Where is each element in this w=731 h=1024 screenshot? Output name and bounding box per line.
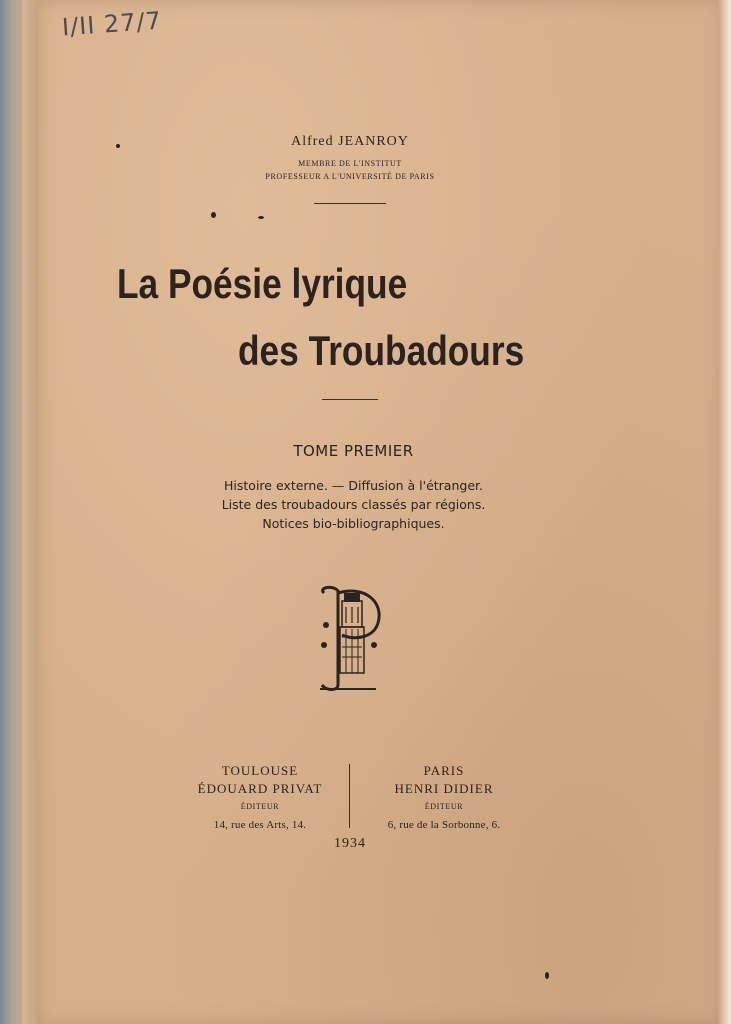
title-line-1: La Poésie lyrique — [117, 260, 408, 307]
author-last-name: JEANROY — [338, 134, 409, 149]
publisher-name: ÉDOUARD PRIVAT — [197, 781, 323, 796]
publisher-address: 6, rue de la Sorbonne, 6. — [387, 819, 501, 831]
publisher-city: TOULOUSE — [221, 763, 299, 778]
author-name — [180, 134, 520, 150]
ink-spot — [116, 144, 120, 148]
author-first-name: Alfred — [291, 134, 334, 149]
publisher-paris — [362, 762, 526, 834]
contents-line-1: Histoire externe. — Diffusion à l'étranger. — [224, 478, 483, 493]
ink-spot — [211, 212, 216, 218]
page-edge — [718, 0, 731, 1024]
volume-label: TOME PREMIER — [293, 442, 414, 460]
publisher-city: PARIS — [423, 763, 465, 778]
title-line-2: des Troubadours — [238, 327, 525, 374]
publisher-role: ÉDITEUR — [424, 802, 464, 811]
publisher-emblem-icon — [316, 585, 386, 693]
handwritten-note: I/II 27/7 — [61, 6, 163, 42]
author-divider — [314, 203, 386, 204]
author-affiliation-2: PROFESSEUR A L'UNIVERSITÉ DE PARIS — [265, 172, 435, 181]
title-divider — [322, 399, 378, 400]
ink-spot — [545, 972, 549, 979]
publisher-toulouse — [180, 762, 340, 834]
publication-year: 1934 — [334, 836, 366, 851]
contents-line-3: Notices bio-bibliographiques. — [262, 516, 445, 531]
author-block — [180, 134, 520, 183]
author-affiliation-1: MEMBRE DE L'INSTITUT — [298, 159, 402, 168]
publisher-role: ÉDITEUR — [240, 802, 280, 811]
publisher-divider — [349, 764, 350, 828]
ink-spot — [258, 216, 264, 219]
publisher-address: 14, rue des Arts, 14. — [213, 819, 307, 831]
contents-line-2: Liste des troubadours classés par régions. — [221, 497, 486, 512]
publisher-name: HENRI DIDIER — [394, 781, 494, 796]
